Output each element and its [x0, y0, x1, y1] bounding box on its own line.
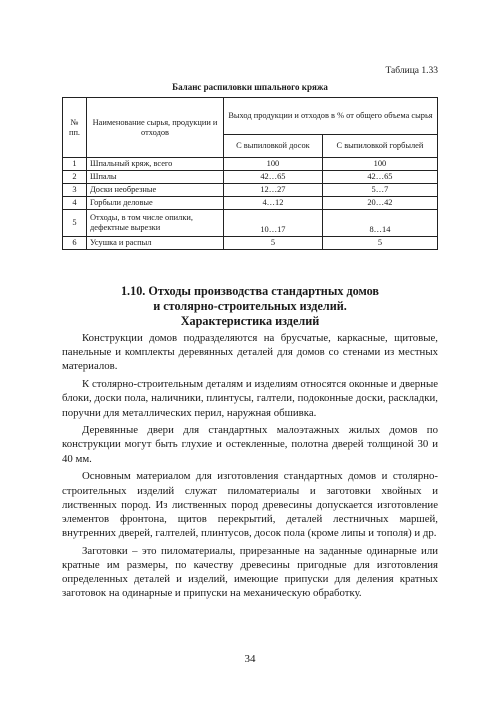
header-name: Наименование сырья, продукции и отходов [87, 98, 224, 158]
header-col-slabs: С выпиловкой горбылей [322, 135, 437, 158]
table-row [63, 210, 438, 237]
table-title: Баланс распиловки шпального кряжа [172, 82, 328, 92]
row-value-boards: 100 [224, 158, 323, 171]
paragraph: Основным материалом для изготовления стандартных домов и столярно-строительных изделий служат пиломатериалы и заготовки хвойных и лиственных пород. Из лиственных пород древесины допускается изготовление элементов фронтона, щитов перекрытий, деталей лестничных маршей, внутренних дверей, галтелей, плинтусов, досок пола (кроме липы и тополя) и др. [62, 470, 438, 540]
table-number: Таблица 1.33 [385, 66, 438, 76]
row-number: 3 [63, 184, 87, 197]
header-number: № пп. [63, 98, 87, 158]
table-header-row [63, 98, 438, 135]
section-heading-line: и столярно-строительных изделий. [153, 299, 347, 313]
paragraph: Конструкции домов подразделяются на брусчатые, каркасные, щитовые, панельные и комплекты деревянных деталей для домов со стенами из местных материалов. [62, 332, 438, 373]
row-name: Доски необрезные [87, 184, 224, 197]
table-row [63, 171, 438, 184]
row-value-boards: 10…17 [224, 210, 323, 237]
body-text [62, 331, 438, 604]
row-value-slabs: 8…14 [322, 210, 437, 237]
row-name: Шпалы [87, 171, 224, 184]
row-name: Горбыли деловые [87, 197, 224, 210]
paragraph: К столярно-строительным деталям и изделиям относятся оконные и дверные блоки, доски пола, наличники, плинтусы, галтели, подоконные доски, раскладки, поручни для металлических перил, наружная обшивка. [62, 378, 438, 419]
row-value-boards: 12…27 [224, 184, 323, 197]
row-value-slabs: 5…7 [322, 184, 437, 197]
row-number: 2 [63, 171, 87, 184]
table-row [63, 184, 438, 197]
paragraph: Деревянные двери для стандартных малоэтажных жилых домов по конструкции могут быть глухие и остекленные, полотна дверей толщиной 30 и 40 мм. [62, 424, 438, 465]
paragraph: Заготовки – это пиломатериалы, прирезанные на заданные одинарные или кратные им размеры, по качеству древесины пригодные для изготовления определенных деталей и изделий, имеющие припуски для деления кратных заготовок на одинарные и припуски на механическую обработку. [62, 544, 438, 600]
table-row [63, 158, 438, 171]
row-value-slabs: 5 [322, 237, 437, 250]
row-name: Отходы, в том числе опилки, дефектные вырезки [87, 210, 224, 237]
row-number: 5 [63, 210, 87, 237]
header-output-group: Выход продукции и отходов в % от общего объема сырья [224, 98, 438, 135]
row-name: Шпальный кряж, всего [87, 158, 224, 171]
section-heading [0, 284, 500, 329]
row-value-boards: 4…12 [224, 197, 323, 210]
row-value-slabs: 20…42 [322, 197, 437, 210]
row-name: Усушка и распыл [87, 237, 224, 250]
header-col-boards: С выпиловкой досок [224, 135, 323, 158]
table-row [63, 237, 438, 250]
balance-table [62, 97, 438, 250]
row-value-boards: 5 [224, 237, 323, 250]
row-value-slabs: 42…65 [322, 171, 437, 184]
row-number: 4 [63, 197, 87, 210]
section-heading-line: Характеристика изделий [180, 314, 320, 328]
row-value-boards: 42…65 [224, 171, 323, 184]
row-number: 1 [63, 158, 87, 171]
table-row [63, 197, 438, 210]
row-value-slabs: 100 [322, 158, 437, 171]
page-number: 34 [244, 653, 256, 665]
section-heading-line: 1.10. Отходы производства стандартных домов [120, 284, 380, 298]
row-number: 6 [63, 237, 87, 250]
